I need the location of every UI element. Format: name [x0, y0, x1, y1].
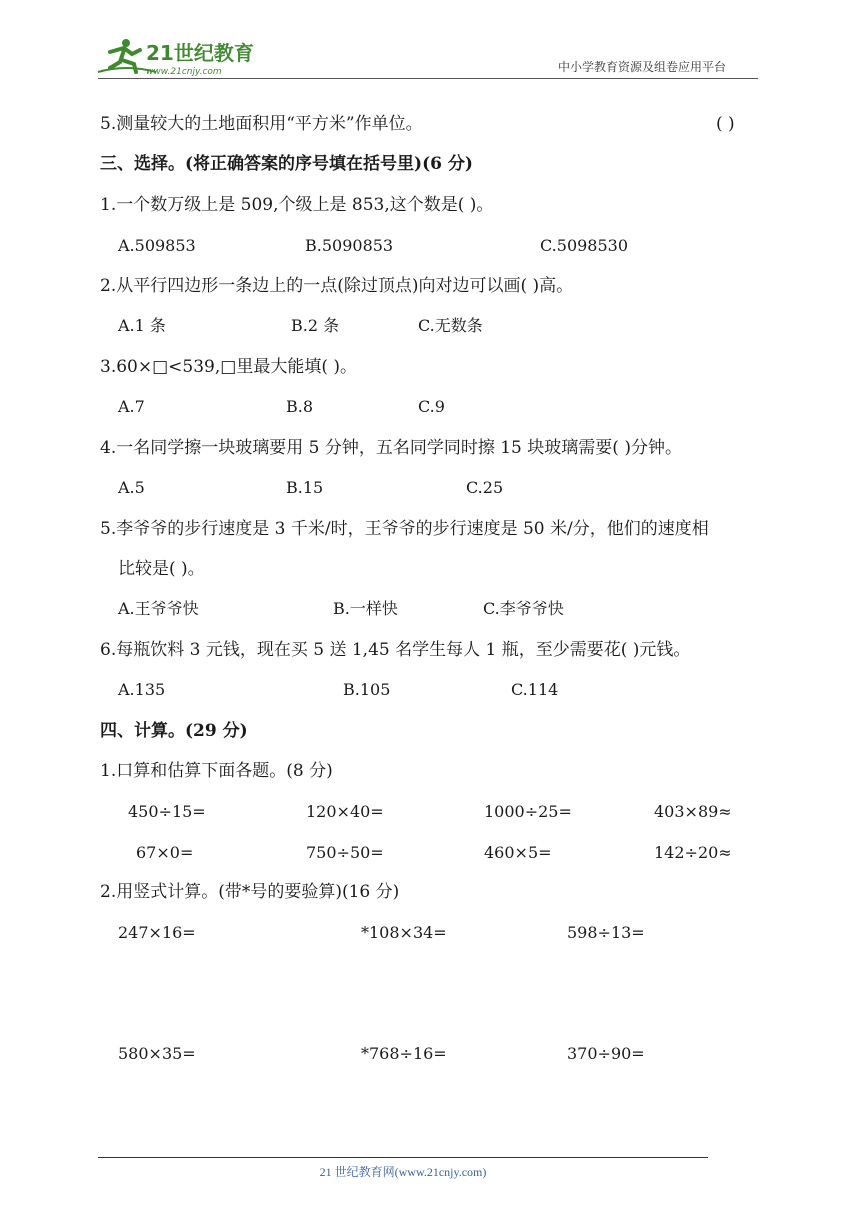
calc-item: 1000÷25= — [484, 802, 572, 821]
calc-item: 142÷20≈ — [654, 843, 732, 862]
footer-divider — [98, 1157, 708, 1158]
option-b: B.一样快 — [333, 599, 398, 618]
subsection-4-1-title: 1.口算和估算下面各题。(8 分) — [100, 761, 333, 781]
subsection-4-2-title: 2.用竖式计算。(带*号的要验算)(16 分) — [100, 882, 400, 902]
calc-item: 580×35= — [118, 1044, 196, 1063]
calc-item: 450÷15= — [128, 802, 206, 821]
question-3-5: 5.李爷爷的步行速度是 3 千米/时，王爷爷的步行速度是 50 米/分，他们的速度相 — [100, 519, 709, 539]
option-a: A.王爷爷快 — [118, 599, 199, 618]
calc-item: 750÷50= — [306, 843, 384, 862]
option-c: C.5098530 — [540, 236, 629, 255]
answer-blank: ( ) — [716, 114, 735, 134]
footer-text: 21 世纪教育网(www.21cnjy.com) — [319, 1165, 487, 1179]
option-b: B.5090853 — [305, 236, 394, 255]
option-a: A.509853 — [118, 236, 196, 255]
option-a: A.135 — [118, 680, 166, 699]
calc-item: 403×89≈ — [654, 802, 732, 821]
option-c: C.25 — [466, 478, 504, 497]
header-divider — [98, 78, 758, 79]
calc-item: *768÷16= — [361, 1044, 447, 1063]
option-b: B.8 — [286, 397, 314, 416]
option-c: C.李爷爷快 — [483, 599, 564, 618]
option-c: C.9 — [418, 397, 445, 416]
option-c: C.无数条 — [418, 316, 483, 335]
question-3-2: 2.从平行四边形一条边上的一点(除过顶点)向对边可以画( )高。 — [100, 276, 574, 296]
option-c: C.114 — [511, 680, 559, 699]
question-prev-5: 5.测量较大的土地面积用“平方米”作单位。 — [100, 114, 423, 134]
section-4-title: 四、计算。(29 分) — [100, 721, 248, 741]
calc-item: 67×0= — [136, 843, 194, 862]
option-a: A.7 — [118, 397, 145, 416]
calc-item: *108×34= — [361, 923, 447, 942]
logo-text: 21世纪教育 — [146, 41, 254, 65]
question-3-6: 6.每瓶饮料 3 元钱，现在买 5 送 1,45 名学生每人 1 瓶，至少需要花( )元钱。 — [100, 640, 691, 660]
logo-url: www.21cnjy.com — [146, 67, 222, 77]
question-3-5-cont: 比较是( )。 — [118, 559, 205, 579]
option-b: B.15 — [286, 478, 324, 497]
question-3-4: 4.一名同学擦一块玻璃要用 5 分钟，五名同学同时擦 15 块玻璃需要( )分钟。 — [100, 438, 682, 458]
question-3-3: 3.60×□<539,□里最大能填( )。 — [100, 357, 357, 377]
calc-item: 120×40= — [306, 802, 384, 821]
site-logo — [96, 34, 261, 78]
calc-item: 247×16= — [118, 923, 196, 942]
option-b: B.105 — [343, 680, 391, 699]
option-a: A.5 — [118, 478, 145, 497]
site-name: 中小学教育资源及组卷应用平台 — [558, 60, 727, 74]
runner-logo-icon — [96, 34, 261, 78]
calc-item: 370÷90= — [567, 1044, 645, 1063]
calc-item: 598÷13= — [567, 923, 645, 942]
question-3-1: 1.一个数万级上是 509,个级上是 853,这个数是( )。 — [100, 195, 494, 215]
calc-item: 460×5= — [484, 843, 552, 862]
section-3-title: 三、选择。(将正确答案的序号填在括号里)(6 分) — [100, 154, 473, 174]
option-a: A.1 条 — [118, 316, 166, 335]
option-b: B.2 条 — [291, 316, 340, 335]
